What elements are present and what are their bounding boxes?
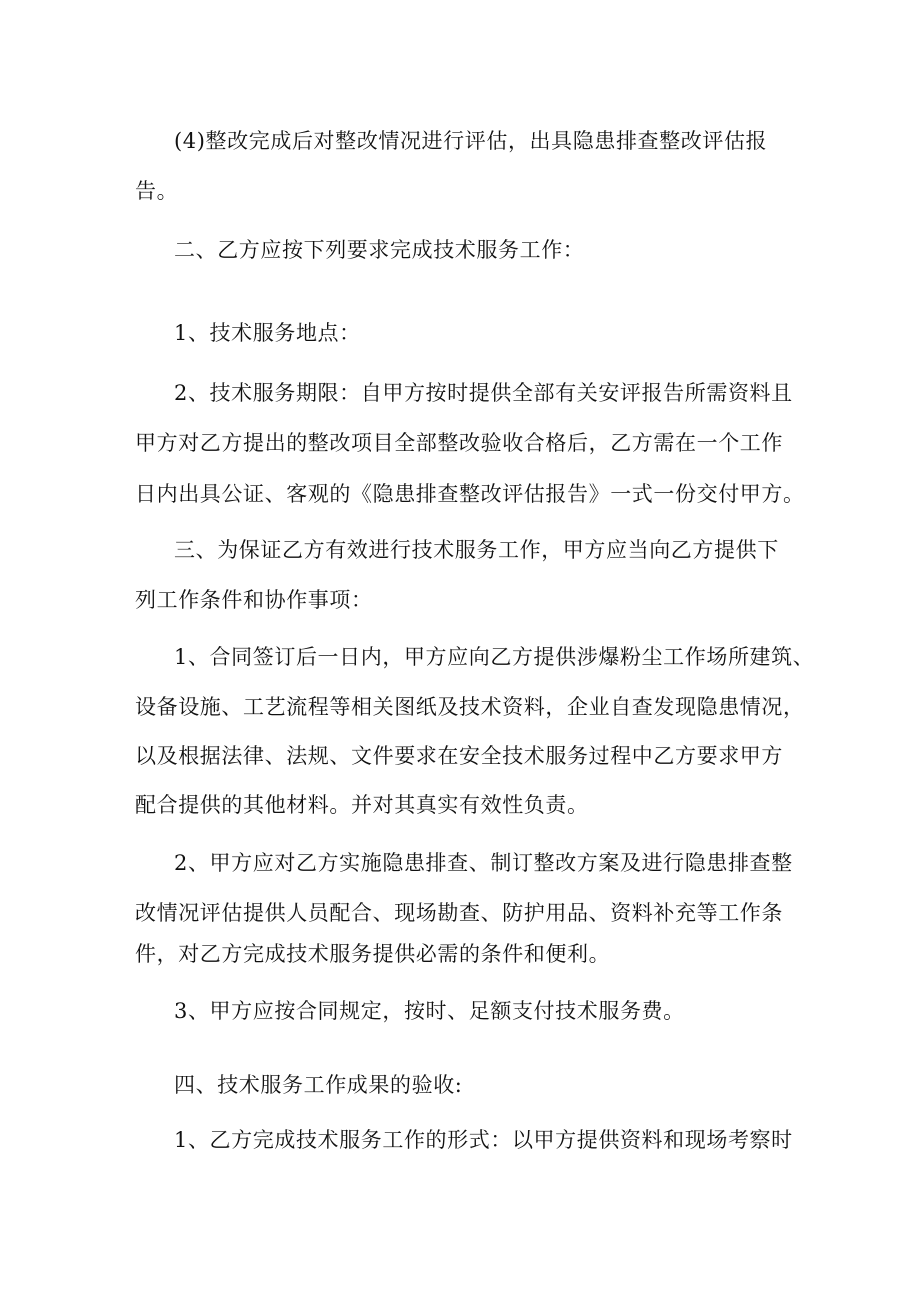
text-line: 1、技术服务地点： <box>174 321 361 345</box>
text-line: 1、合同签订后一日内，甲方应向乙方提供涉爆粉尘工作场所建筑、 <box>174 645 815 669</box>
text-line: 改情况评估提供人员配合、现场勘查、防护用品、资料补充等工作条 <box>135 901 783 925</box>
section-heading: 四、技术服务工作成果的验收: <box>174 1073 463 1097</box>
text-line: 2、技术服务期限：自甲方按时提供全部有关安评报告所需资料且 <box>174 381 793 405</box>
text-line: 甲方对乙方提出的整改项目全部整改验收合格后，乙方需在一个工作 <box>135 431 783 455</box>
text-line: 2、甲方应对乙方实施隐患排查、制订整改方案及进行隐患排查整 <box>174 851 793 875</box>
text-line: 1、乙方完成技术服务工作的形式：以甲方提供资料和现场考察时 <box>174 1128 793 1152</box>
section-heading: 二、乙方应按下列要求完成技术服务工作： <box>174 238 585 262</box>
text-line: (4)整改完成后对整改情况进行评估，出具隐患排查整改评估报 <box>174 129 768 153</box>
text-line: 件，对乙方完成技术服务提供必需的条件和便利。 <box>135 942 611 966</box>
text-line: 配合提供的其他材料。并对其真实有效性负责。 <box>135 793 589 817</box>
text-line: 3、甲方应按合同规定，按时、足额支付技术服务费。 <box>174 999 685 1023</box>
section-heading: 三、为保证乙方有效进行技术服务工作，甲方应当向乙方提供下 <box>174 538 779 562</box>
text-line: 设备设施、工艺流程等相关图纸及技术资料，企业自查发现隐患情况， <box>135 695 805 719</box>
text-line: 以及根据法律、法规、文件要求在安全技术服务过程中乙方要求甲方 <box>135 744 783 768</box>
text-line: 告。 <box>135 179 179 203</box>
text-line: 日内出具公证、客观的《隐患排查整改评估报告》一式一份交付甲方。 <box>135 482 805 506</box>
text-line: 列工作条件和协作事项： <box>135 588 373 612</box>
